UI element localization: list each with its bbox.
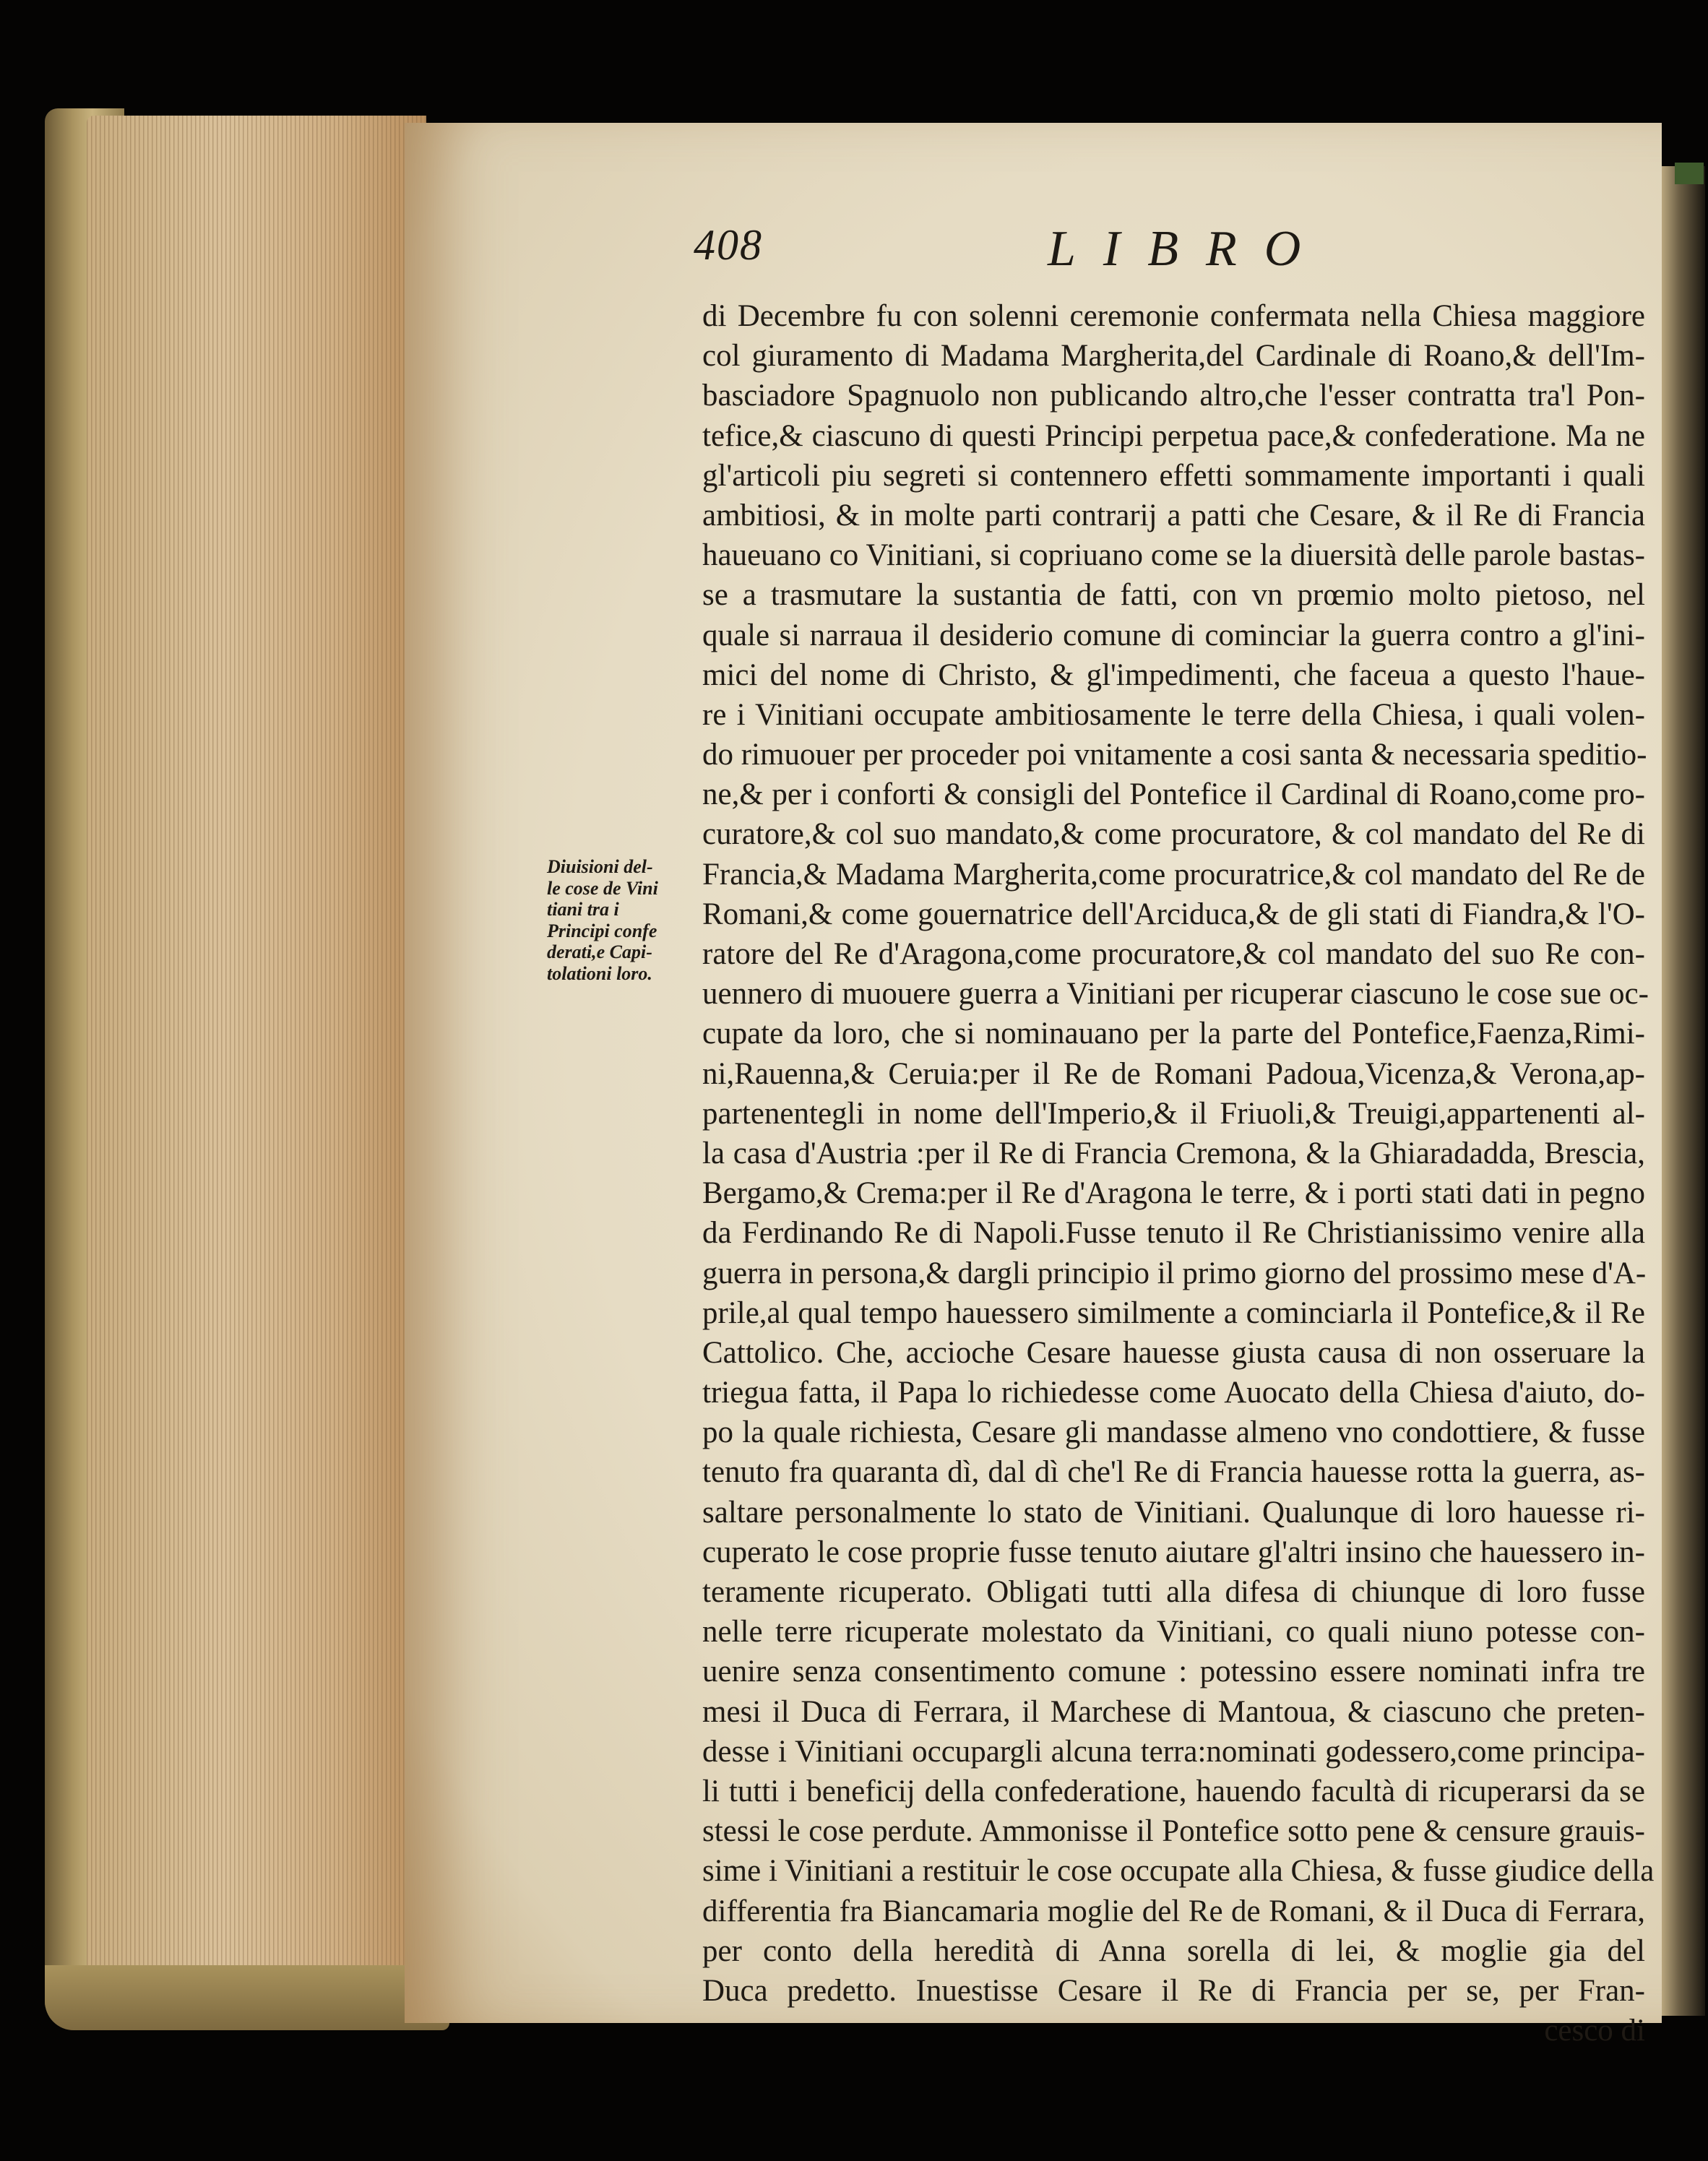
page-header: [694, 220, 1416, 293]
text-line: mesi il Duca di Ferrara, il Marchese di Mantoua, & ciascuno che preten-: [702, 1694, 1645, 1729]
text-line: Bergamo,& Crema:per il Re d'Aragona le terre, & i porti stati dati in pegno: [702, 1176, 1645, 1211]
text-line: cuperato le cose proprie fusse tenuto aiutare gl'altri insino che hauessero in-: [702, 1535, 1645, 1569]
text-line: cupate da loro, che si nominauano per la parte del Pontefice,Faenza,Rimi-: [702, 1017, 1645, 1051]
text-line: mici del nome di Christo, & gl'impedimenti, che faceua a questo l'haue-: [702, 657, 1645, 692]
text-line: uennero di muouere guerra a Vinitiani per ricuperar ciascuno le cose sue oc-: [702, 977, 1649, 1012]
text-line: po la quale richiesta, Cesare gli mandasse almeno vno condottiere, & fusse: [702, 1415, 1645, 1450]
text-line: re i Vinitiani occupate ambitiosamente le terre della Chiesa, i quali volen-: [702, 697, 1645, 732]
marginal-note-line: tolationi loro.: [547, 962, 652, 984]
text-line: desse i Vinitiani occupargli alcuna terra:nominati godessero,come principa-: [702, 1734, 1645, 1769]
marginal-note-line: Principi confe: [547, 920, 657, 941]
marginal-note-line: tiani tra i: [547, 899, 619, 920]
text-line: quale si narraua il desiderio comune di cominciar la guerra contro a gl'ini-: [702, 618, 1645, 652]
text-line: triegua fatta, il Papa lo richiedesse come Auocato della Chiesa d'aiuto, do-: [702, 1376, 1645, 1410]
text-line: ambitiosi, & in molte parti contrarij a patti che Cesare, & il Re di Francia: [702, 498, 1645, 532]
text-line: curatore,& col suo mandato,& come procuratore, & col mandato del Re di: [702, 817, 1645, 852]
page-edges: [87, 116, 426, 2023]
text-line: ratore del Re d'Aragona,come procuratore,& col mandato del suo Re con-: [702, 937, 1645, 971]
text-line: haueuano co Vinitiani, si copriuano come se la diuersità delle parole bastas-: [702, 538, 1645, 573]
text-line: da Ferdinando Re di Napoli.Fusse tenuto il Re Christianissimo venire alla: [702, 1216, 1645, 1251]
running-title: LIBRO: [1048, 221, 1329, 277]
text-line: partenentegli in nome dell'Imperio,& il Friuoli,& Treuigi,appartenenti al-: [702, 1096, 1645, 1131]
text-line: di Decembre fu con solenni ceremonie confermata nella Chiesa maggiore: [702, 299, 1645, 333]
text-line: Cattolico. Che, accioche Cesare hauesse giusta causa di non osseruare la: [702, 1335, 1645, 1370]
marginal-note-line: Diuisioni del-: [547, 856, 653, 877]
binding-bottom: [45, 1965, 449, 2030]
text-line: guerra in persona,& dargli principio il primo giorno del prossimo mese d'A-: [702, 1256, 1647, 1290]
marginal-note-line: derati,e Capi-: [547, 941, 652, 962]
body-text: [702, 296, 1655, 2050]
text-line: ni,Rauenna,& Ceruia:per il Re de Romani Padoua,Vicenza,& Verona,ap-: [702, 1056, 1645, 1091]
text-line: per conto della heredità di Anna sorella di lei, & moglie gia del: [702, 1933, 1645, 1968]
text-line: tefice,& ciascuno di questi Principi perpetua pace,& confederatione. Ma ne: [702, 418, 1645, 453]
page-number: 408: [694, 221, 763, 269]
text-line: li tutti i beneficij della confederatione, hauendo facultà di ricuperarsi da se: [702, 1774, 1645, 1808]
page-tab-marker: [1675, 163, 1704, 184]
marginal-note-line: le cose de Vini: [547, 877, 658, 899]
text-line: prile,al qual tempo hauessero similmente a cominciarla il Pontefice,& il Re: [702, 1295, 1645, 1330]
text-line: saltare personalmente lo stato de Vinitiani. Qualunque di loro hauesse ri-: [702, 1495, 1645, 1530]
text-line: Romani,& come gouernatrice dell'Arciduca,& de gli stati di Fiandra,& l'O-: [702, 897, 1645, 931]
text-line: col giuramento di Madama Margherita,del Cardinale di Roano,& dell'Im-: [702, 339, 1645, 374]
text-line: Francia,& Madama Margherita,come procuratrice,& col mandato del Re de: [702, 857, 1645, 892]
text-line: ne,& per i conforti & consigli del Pontefice il Cardinal di Roano,come pro-: [702, 777, 1645, 812]
text-line: gl'articoli piu segreti si contennero effetti sommamente importanti i quali: [702, 458, 1645, 493]
text-line: teramente ricuperato. Obligati tutti alla difesa di chiunque di loro fusse: [702, 1575, 1645, 1609]
text-line: Duca predetto. Inuestisse Cesare il Re di Francia per se, per Fran-: [702, 1973, 1645, 2008]
text-line: uenire senza consentimento comune : potessino essere nominati infra tre: [702, 1655, 1645, 1689]
text-line: la casa d'Austria :per il Re di Francia Cremona, & la Ghiaradadda, Brescia,: [702, 1136, 1645, 1170]
catchword: cesco di: [1544, 2014, 1645, 2048]
text-line: sime i Vinitiani a restituir le cose occupate alla Chiesa, & fusse giudice della: [702, 1854, 1655, 1889]
text-line: do rimuouer per proceder poi vnitamente a cosi santa & necessaria speditio-: [702, 738, 1647, 772]
text-line: nelle terre ricuperate molestato da Vinitiani, co quali niuno potesse con-: [702, 1615, 1645, 1649]
marginal-note: [547, 856, 702, 984]
right-page-edge: [1662, 166, 1705, 2016]
text-line: se a trasmutare la sustantia de fatti, con vn prœmio molto pietoso, nel: [702, 578, 1645, 613]
text-line: basciadore Spagnuolo non publicando altro,che l'esser contratta tra'l Pon-: [702, 379, 1645, 413]
text-line: differentia fra Biancamaria moglie del Re de Romani, & il Duca di Ferrara,: [702, 1894, 1645, 1928]
text-line: stessi le cose perdute. Ammonisse il Pontefice sotto pene & censure grauis-: [702, 1814, 1645, 1849]
text-line: tenuto fra quaranta dì, dal dì che'l Re di Francia hauesse rotta la guerra, as-: [702, 1455, 1645, 1490]
